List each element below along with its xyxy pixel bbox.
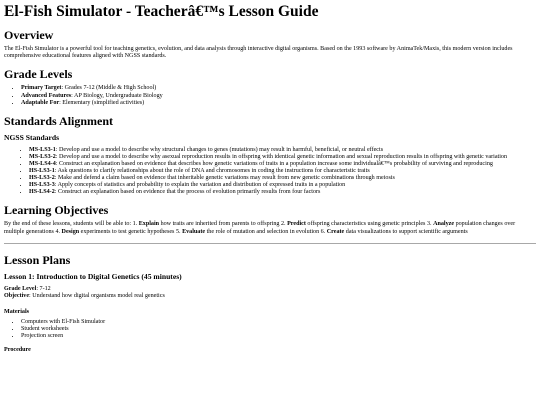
list-item: • Computers with El-Fish Simulator bbox=[21, 319, 536, 326]
objective-verb: Evaluate bbox=[182, 228, 206, 235]
standard-text: : Develop and use a model to describe why structural changes to genes (mutations) may result in harmful, beneficial, or neutral effects bbox=[55, 146, 384, 153]
list-item bbox=[29, 154, 536, 161]
standard-code: HS-LS3-1 bbox=[29, 167, 55, 174]
item-text: : Grades 7-12 (Middle & High School) bbox=[61, 85, 157, 92]
grade-text: : 7-12 bbox=[36, 285, 51, 292]
grade-levels-heading: Grade Levels bbox=[4, 67, 73, 82]
list-item bbox=[29, 168, 536, 175]
objectives-heading: Learning Objectives bbox=[4, 203, 109, 218]
list-item bbox=[21, 100, 536, 107]
objective-verb: Predict bbox=[287, 221, 306, 228]
list-item: • Projection screen bbox=[21, 333, 536, 340]
section-divider bbox=[4, 243, 536, 244]
objective-text: population changes over multiple generations 4. bbox=[4, 221, 516, 235]
standards-heading: Standards Alignment bbox=[4, 113, 114, 128]
standard-code: HS-LS4-2 bbox=[29, 189, 55, 196]
list-item: • Student worksheets bbox=[21, 326, 536, 333]
materials-heading: Materials bbox=[4, 309, 30, 316]
grade-label: Grade Level bbox=[4, 285, 37, 292]
objective-value: : Understand how digital organisms model real genetics bbox=[29, 292, 165, 299]
overview-heading: Overview bbox=[4, 28, 54, 42]
standard-code: MS-LS4-4 bbox=[29, 160, 56, 167]
objective-text: the role of mutation and selection in evolution 6. bbox=[205, 228, 327, 235]
standard-text: : Apply concepts of statistics and probability to explain the variation and distribution of expressed traits in a population bbox=[54, 182, 346, 189]
standard-code: HS-LS3-3 bbox=[29, 182, 55, 189]
overview-text: The El-Fish Simulator is a powerful tool for teaching genetics, evolution, and data analysis through interactive digital organisms. Based on the 1993 software by AnimaTek/Maxis, this modern version includes comprehensive educational features aligned with NGSS standards. bbox=[4, 46, 513, 60]
lesson-1-title: Lesson 1: Introduction to Digital Genetics (45 minutes) bbox=[4, 271, 182, 281]
standard-text: : Ask questions to clarify relationships about the role of DNA and chromosomes in coding the instructions for characteristic traits bbox=[54, 167, 370, 174]
page-title: El-Fish Simulator - Teacherâ€™s Lesson Guide bbox=[4, 3, 319, 20]
objective-verb: Create bbox=[326, 228, 345, 235]
standard-text: : Construct an explanation based on evidence that describes how genetic variations of traits in a population increase some individualâ€™s probability of surviving and reproducing bbox=[55, 160, 493, 167]
list-item bbox=[21, 85, 536, 92]
standard-text: : Develop and use a model to describe why asexual reproduction results in offspring with identical genetic information and sexual reproduction results in offspring with genetic variation bbox=[55, 153, 508, 160]
ngss-subheading: NGSS Standards bbox=[4, 132, 60, 142]
grade-levels-list bbox=[4, 85, 536, 106]
list-item bbox=[29, 161, 536, 168]
standard-code: HS-LS3-2 bbox=[29, 175, 55, 182]
objective-label: Objective bbox=[4, 292, 30, 299]
list-item bbox=[21, 93, 536, 100]
objective-text: experiments to test genetic hypotheses 5. bbox=[79, 228, 183, 235]
objective-text: data visualizations to support scientific arguments bbox=[344, 228, 468, 235]
objective-verb: Design bbox=[61, 228, 80, 235]
objective-verb: Analyze bbox=[433, 221, 455, 228]
procedure-heading: Procedure bbox=[4, 347, 31, 354]
materials-list bbox=[4, 319, 536, 340]
list-item bbox=[29, 147, 536, 154]
objective-verb: Explain bbox=[138, 221, 160, 228]
item-label: Adaptable For bbox=[21, 99, 60, 106]
document-page bbox=[0, 3, 540, 354]
objectives-intro: By the end of these lessons, students will be able to: 1. bbox=[4, 221, 139, 228]
item-text: : Elementary (simplified activities) bbox=[59, 99, 145, 106]
standard-text: : Make and defend a claim based on evidence that inheritable genetic variations may result from new genetic combinations through meiosis bbox=[54, 175, 395, 182]
item-label: Primary Target bbox=[21, 85, 62, 92]
standard-code: MS-LS3-2 bbox=[29, 153, 56, 160]
list-item bbox=[29, 189, 536, 196]
lesson-1-meta bbox=[4, 286, 536, 300]
standards-list bbox=[4, 147, 536, 197]
item-text: : AP Biology, Undergraduate Biology bbox=[71, 92, 163, 99]
objective-text: how traits are inherited from parents to offspring 2. bbox=[159, 221, 288, 228]
objectives-text bbox=[4, 221, 536, 235]
objective-text: offspring characteristics using genetic principles 3. bbox=[305, 221, 434, 228]
lesson-plans-heading: Lesson Plans bbox=[4, 252, 71, 267]
item-label: Advanced Features bbox=[21, 92, 72, 99]
standard-text: : Construct an explanation based on evidence that the process of evolution primarily results from four factors bbox=[54, 189, 321, 196]
standard-code: MS-LS3-1 bbox=[29, 146, 56, 153]
